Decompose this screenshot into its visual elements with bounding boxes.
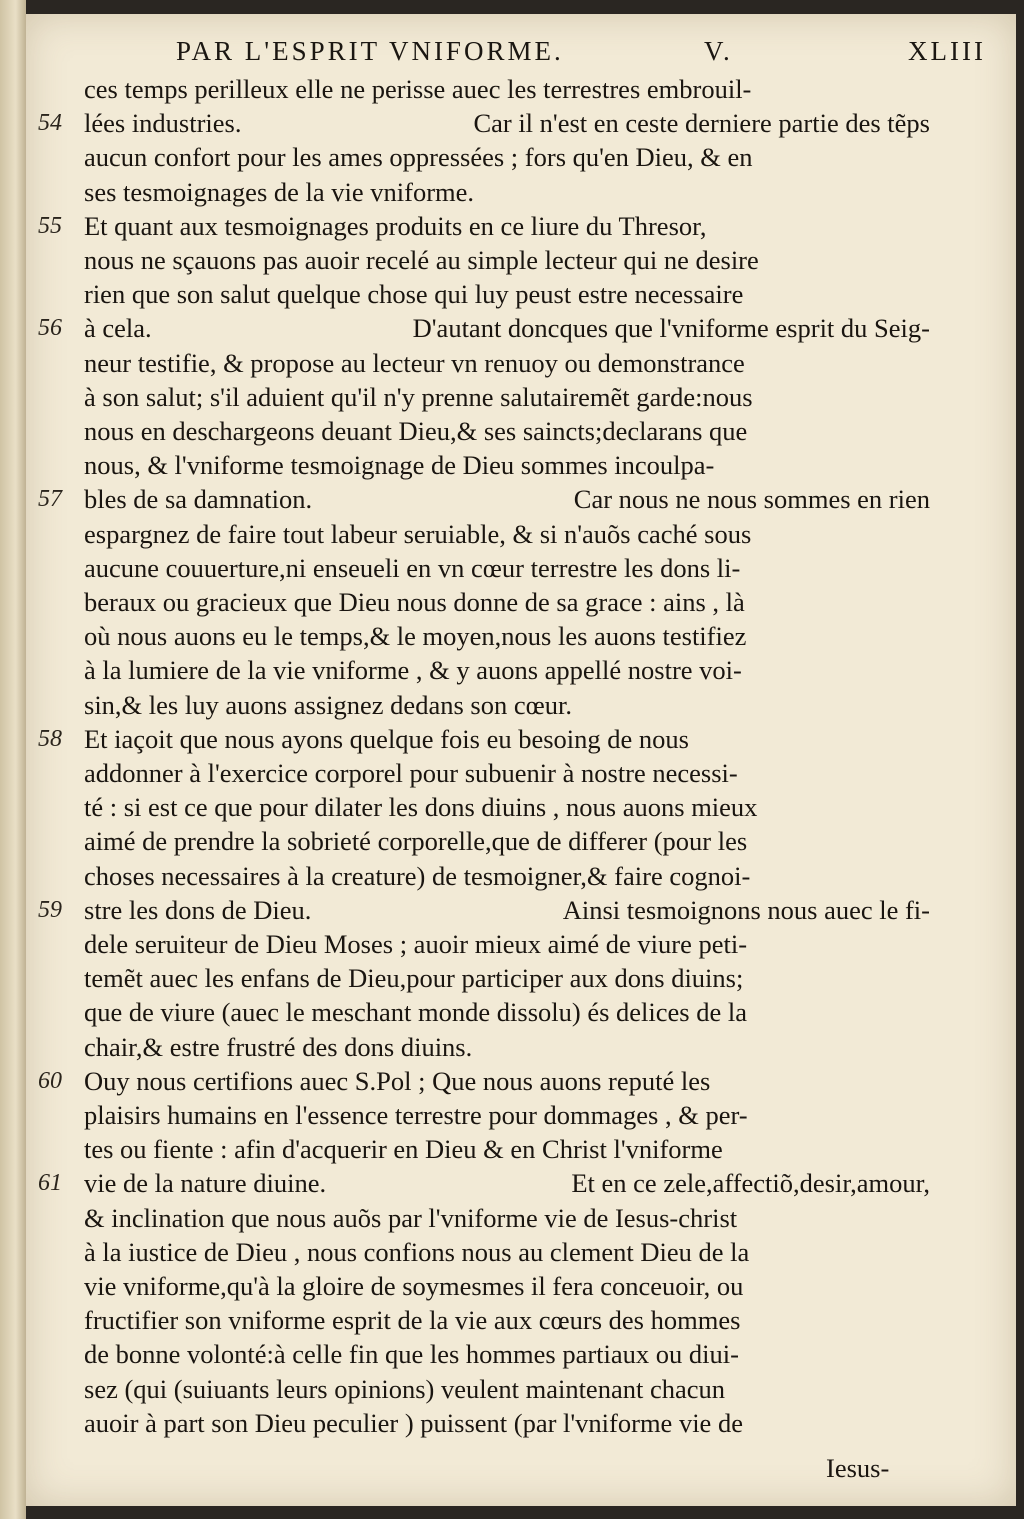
text-line-segment: ces temps perilleux elle ne perisse auec les terrestres embrouil- [84,74,752,104]
text-line-segment: bles de sa damnation. [84,484,313,514]
text-line-segment: que de viure (auec le meschant monde dissolu) és delices de la [84,997,747,1027]
text-line [84,859,930,893]
text-line-segment: addonner à l'exercice corporel pour subuenir à nostre necessi- [84,758,738,788]
text-line [84,243,930,277]
text-line [84,1098,930,1132]
text-line-segment: neur testifie, & propose au lecteur vn renuoy ou demonstrance [84,348,745,378]
text-line-segment: auoir à part son Dieu peculier ) puissent (par l'vniforme vie de [84,1408,743,1438]
text-line-segment: té : si est ce que pour dilater les dons diuins , nous auons mieux [84,792,758,822]
text-line [84,106,930,140]
catchword: Iesus- [826,1453,890,1483]
text-line-segment: lées industries. [84,108,242,138]
text-line [84,175,930,209]
text-line [84,1372,930,1406]
margin-verse-number: 57 [38,486,62,512]
text-line-segment: de bonne volonté:à celle fin que les hommes partiaux ou diui- [84,1339,739,1369]
text-line-segment: vie vniforme,qu'à la gloire de soymesmes il fera conceuoir, ou [84,1271,744,1301]
text-line [84,1303,930,1337]
text-line-segment: espargnez de faire tout labeur seruiable, & si n'auõs caché sous [84,519,752,549]
margin-verse-number: 59 [38,897,62,923]
text-line-segment: sin,& les luy auons assignez dedans son cœur. [84,690,572,720]
margin-verse-number: 61 [38,1170,62,1196]
text-line [84,927,930,961]
text-line-segment: ses tesmoignages de la vie vniforme. [84,177,475,207]
text-line-segment: rien que son salut quelque chose qui luy peust estre necessaire [84,279,744,309]
text-line-segment: Ouy nous certifions auec S.Pol ; Que nous auons reputé les [84,1066,711,1096]
text-line-segment: Car nous ne nous sommes en rien [573,484,930,514]
running-head [176,32,986,70]
text-line [84,619,930,653]
text-line [84,551,930,585]
text-line [84,140,930,174]
text-line-segment: stre les dons de Dieu. [84,895,312,925]
text-line-segment: Ainsi tesmoignons nous auec le fi- [562,895,930,925]
text-line [84,790,930,824]
text-line-segment: tes ou fiente : afin d'acquerir en Dieu & en Christ l'vniforme [84,1134,723,1164]
text-line-segment: à la iustice de Dieu , nous confions nous au clement Dieu de la [84,1237,750,1267]
text-line-segment: temẽt auec les enfans de Dieu,pour participer aux dons diuins; [84,963,744,993]
text-line [84,380,930,414]
text-line-segment: D'autant doncques que l'vniforme esprit du Seig- [412,313,930,343]
margin-verse-number: 60 [38,1068,62,1094]
text-line [84,414,930,448]
text-line-segment: vie de la nature diuine. [84,1168,327,1198]
text-line [84,448,930,482]
text-line [84,824,930,858]
text-line [84,893,930,927]
text-line-segment: chair,& estre frustré des dons diuins. [84,1032,473,1062]
text-line-segment: nous ne sçauons pas auoir recelé au simple lecteur qui ne desire [84,245,759,275]
text-line [84,1235,930,1269]
previous-page-edge [0,0,26,1519]
margin-verse-number: 54 [38,110,62,136]
text-line-segment: aimé de prendre la sobrieté corporelle,que de differer (pour les [84,826,748,856]
text-line-segment: à son salut; s'il aduient qu'il n'y prenne salutairemẽt garde:nous [84,382,753,412]
text-line-segment: Et en ce zele,affectiõ,desir,amour, [571,1168,930,1198]
text-line-segment: sez (qui (suiuants leurs opinions) veulent maintenant chacun [84,1374,725,1404]
text-line [84,961,930,995]
text-line [84,1030,930,1064]
text-line [84,311,930,345]
text-line [84,1166,930,1200]
text-line [84,72,930,106]
text-line [84,1406,930,1440]
text-line-segment: aucun confort pour les ames oppressées ; fors qu'en Dieu, & en [84,142,753,172]
text-line [84,1132,930,1166]
text-line-segment: beraux ou gracieux que Dieu nous donne de sa grace : ains , là [84,587,745,617]
margin-verse-number: 56 [38,315,62,341]
text-line [84,1269,930,1303]
text-line-segment: aucune couuerture,ni enseueli en vn cœur terrestre les dons li- [84,553,741,583]
text-line-segment: Et quant aux tesmoignages produits en ce liure du Thresor, [84,211,707,241]
text-line [84,1337,930,1371]
text-line-segment: à cela. [84,313,152,343]
text-line [84,688,930,722]
text-line [84,517,930,551]
text-line-segment: nous en deschargeons deuant Dieu,& ses saincts;declarans que [84,416,748,446]
signature-mark: V. [704,36,733,66]
text-line [84,756,930,790]
text-line-segment: choses necessaires à la creature) de tesmoigner,& faire cognoi- [84,861,751,891]
text-line-segment: dele seruiteur de Dieu Moses ; auoir mieux aimé de viure peti- [84,929,748,959]
text-line-segment: & inclination que nous auõs par l'vniforme vie de Iesus-christ [84,1203,738,1233]
text-line [84,277,930,311]
text-line [84,1064,930,1098]
text-line-segment: Et iaçoit que nous ayons quelque fois eu besoing de nous [84,724,689,754]
running-head-title: PAR L'ESPRIT VNIFORME. [176,36,564,66]
text-line-segment: à la lumiere de la vie vniforme , & y auons appellé nostre voi- [84,655,742,685]
text-line-segment: nous, & l'vniforme tesmoignage de Dieu sommes incoulpa- [84,450,715,480]
text-line [84,653,930,687]
text-line [84,995,930,1029]
text-line-segment: Car il n'est en ceste derniere partie des tẽps [473,108,930,138]
text-line-segment: où nous auons eu le temps,& le moyen,nous les auons testifiez [84,621,747,651]
text-line [84,482,930,516]
text-line [84,585,930,619]
text-line-segment: fructifier son vniforme esprit de la vie aux cœurs des hommes [84,1305,741,1335]
text-line [84,722,930,756]
margin-verse-number: 58 [38,726,62,752]
text-line [84,209,930,243]
folio-number: XLIII [908,36,986,66]
text-line-segment: plaisirs humains en l'essence terrestre pour dommages , & per- [84,1100,748,1130]
book-page [26,14,1016,1506]
text-line [84,346,930,380]
margin-verse-number: 55 [38,213,62,239]
text-line [84,1201,930,1235]
